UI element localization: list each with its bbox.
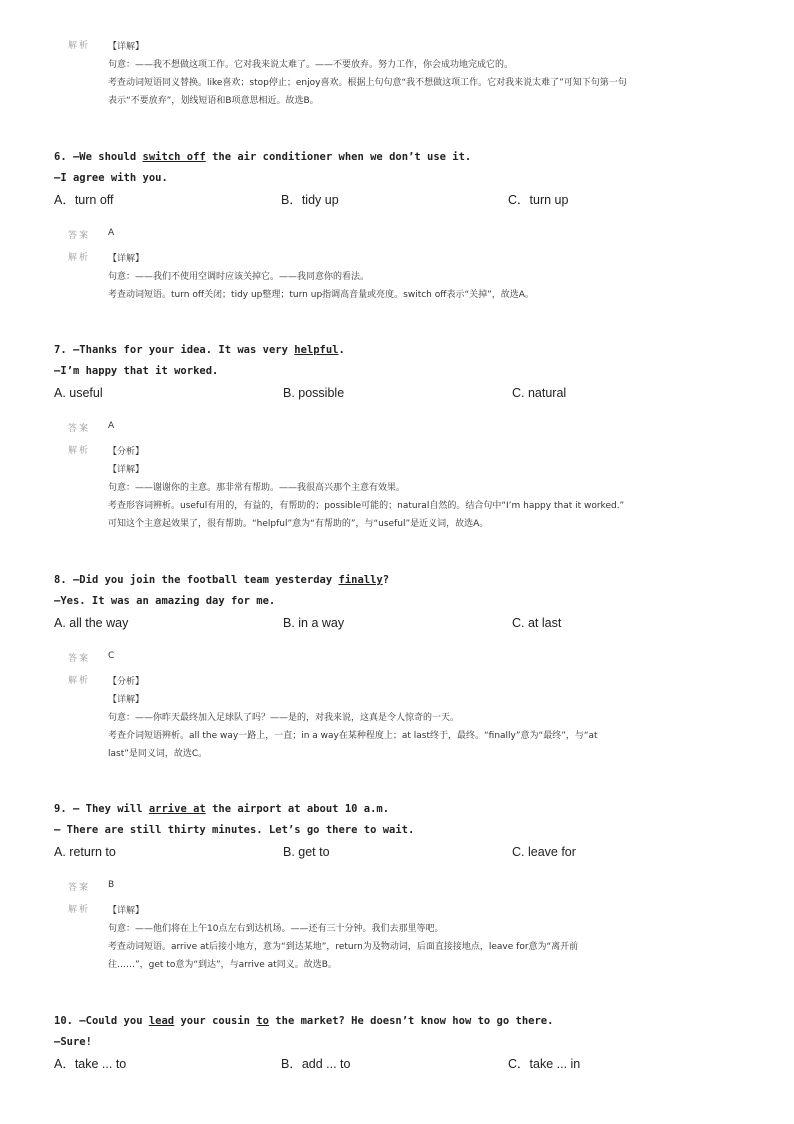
underlined-phrase: arrive at <box>148 803 206 815</box>
explanation-line: 【详解】 <box>108 906 145 916</box>
option-c: C. leave for <box>512 845 576 859</box>
explanation-line: 往……”，get to意为“到达”，与arrive at同义。故选B。 <box>108 960 337 970</box>
explanation-line: 【详解】 <box>108 42 145 52</box>
option-b: B．add ... to <box>281 1057 351 1071</box>
underlined-phrase: finally <box>338 574 383 586</box>
options <box>54 841 754 863</box>
answer-value: C <box>108 651 115 661</box>
option-b: B. possible <box>283 386 345 400</box>
underlined-word: to <box>256 1015 269 1027</box>
explanation-line: 句意：——我不想做这项工作。它对我来说太难了。——不要放弃。努力工作，你会成功地完成它的。 <box>108 60 514 70</box>
explanation-label: 解析 <box>68 905 91 915</box>
option-a: A. return to <box>54 845 116 859</box>
answer-label: 答案 <box>68 424 91 434</box>
option-b: B. get to <box>283 845 330 859</box>
question-8 <box>54 570 754 634</box>
option-c: C．take ... in <box>508 1057 581 1071</box>
explanation-label: 解析 <box>68 676 91 686</box>
explanation-line: 【详解】 <box>108 695 145 705</box>
question-number: 8. <box>54 574 67 586</box>
options <box>54 612 754 634</box>
explanation-line: 考查形容词辨析。useful有用的，有益的，有帮助的；possible可能的；natural自然的。结合句中“I’m happy that it worked.” <box>108 501 625 511</box>
question-line-2: —Yes. It was an amazing day for me. <box>54 595 276 607</box>
answer-label: 答案 <box>68 883 91 893</box>
explanation-line: 考查介词短语辨析。all the way一路上，一直；in a way在某种程度上；at last终于，最终。“finally”意为“最终”，与“at <box>108 731 598 741</box>
question-number: 10. <box>54 1015 73 1027</box>
option-c: C．turn up <box>508 193 569 207</box>
answer-label: 答案 <box>68 654 91 664</box>
question-7 <box>54 340 754 404</box>
question-9 <box>54 799 754 863</box>
explanation-line: 表示“不要放弃”，划线短语和B项意思相近。故选B。 <box>108 96 319 106</box>
answer-label: 答案 <box>68 231 91 241</box>
question-number: 7. <box>54 344 67 356</box>
option-c: C. at last <box>512 616 562 630</box>
explanation-line: 句意：——谢谢你的主意。那非常有帮助。——我很高兴那个主意有效果。 <box>108 483 406 493</box>
option-b: B. in a way <box>283 616 345 630</box>
explanation-line: 考查动词短语。turn off关闭；tidy up整理；turn up指调高音量或亮度。switch off表示“关掉”，故选A。 <box>108 290 534 300</box>
explanation-line: 【分析】 <box>108 677 145 687</box>
question-line-1: 6. —We should switch off the air conditioner when we don’t use it. <box>54 151 472 163</box>
explanation-line: last”是同义词，故选C。 <box>108 749 208 759</box>
explanation-line: 考查动词短语。arrive at后接小地方，意为“到达某地”，return为及物动词，后面直接接地点，leave for意为“离开前 <box>108 942 579 952</box>
question-number: 6. <box>54 151 67 163</box>
explanation-line: 句意：——我们不使用空调时应该关掉它。——我同意你的看法。 <box>108 272 370 282</box>
underlined-phrase: helpful <box>294 344 339 356</box>
explanation-line: 考查动词短语同义替换。like喜欢；stop停止；enjoy喜欢。根据上句句意“我不想做这项工作。它对我来说太难了”可知下句第一句 <box>108 78 627 88</box>
question-number: 9. <box>54 803 67 815</box>
explanation-label: 解析 <box>68 253 91 263</box>
question-line-1: 10. —Could you lead your cousin to the market? He doesn’t know how to go there. <box>54 1015 554 1027</box>
option-b: B．tidy up <box>281 193 339 207</box>
explanation-line: 【详解】 <box>108 465 145 475</box>
question-line-2: —Sure! <box>54 1036 92 1048</box>
explanation-line: 【分析】 <box>108 447 145 457</box>
explanation-line: 【详解】 <box>108 254 145 264</box>
question-10 <box>54 1011 754 1075</box>
option-c: C. natural <box>512 386 567 400</box>
explanation-line: 句意：——你昨天最终加入足球队了吗？——是的，对我来说，这真是令人惊奇的一天。 <box>108 713 460 723</box>
answer-value: A <box>108 421 115 431</box>
answer-value: A <box>108 228 115 238</box>
underlined-phrase: switch off <box>142 151 206 163</box>
underlined-word: lead <box>148 1015 175 1027</box>
question-line-2: —I agree with you. <box>54 172 168 184</box>
option-a: A．turn off <box>54 193 114 207</box>
question-6 <box>54 147 754 211</box>
question-line-1: 7. —Thanks for your idea. It was very helpful. <box>54 344 345 356</box>
option-a: A．take ... to <box>54 1057 127 1071</box>
question-line-1: 9. — They will arrive at the airport at about 10 a.m. <box>54 803 390 815</box>
answer-value: B <box>108 880 115 890</box>
explanation-line: 句意：——他们将在上午10点左右到达机场。——还有三十分钟。我们去那里等吧。 <box>108 924 444 934</box>
options <box>54 1053 754 1075</box>
explanation-label: 解析 <box>68 446 91 456</box>
options <box>54 189 754 211</box>
option-a: A. all the way <box>54 616 129 630</box>
options <box>54 382 754 404</box>
question-line-1: 8. —Did you join the football team yesterday finally? <box>54 574 390 586</box>
option-a: A. useful <box>54 386 103 400</box>
question-line-2: —I’m happy that it worked. <box>54 365 219 377</box>
explanation-label: 解析 <box>68 41 91 51</box>
question-line-2: — There are still thirty minutes. Let’s go there to wait. <box>54 824 415 836</box>
explanation-line: 可知这个主意起效果了，很有帮助。“helpful”意为“有帮助的”，与“useful”是近义词，故选A。 <box>108 519 489 529</box>
